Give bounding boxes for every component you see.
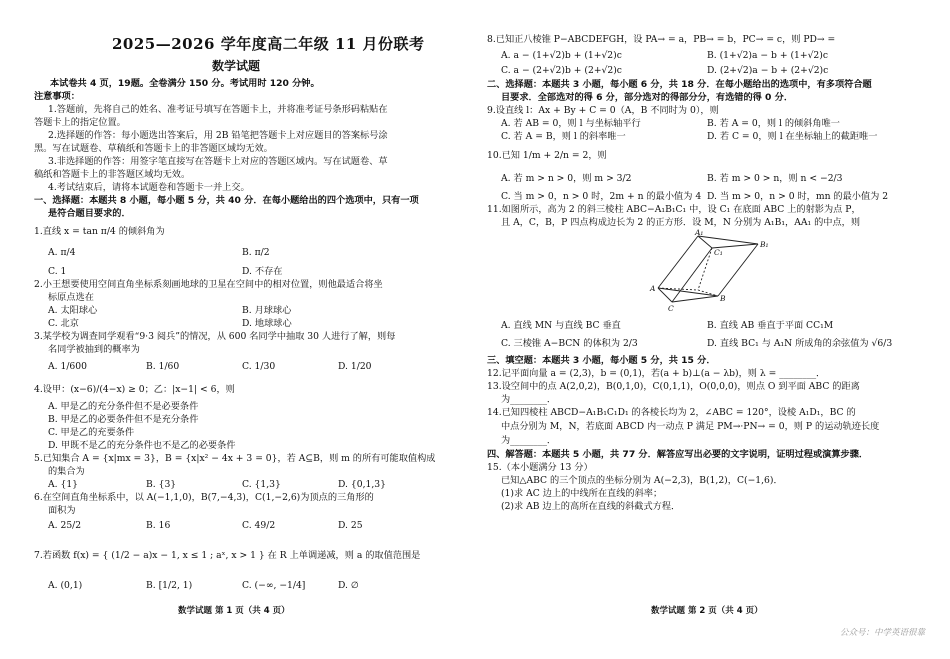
q14-stem: 14.已知四棱柱 ABCD−A₁B₁C₁D₁ 的各棱长均为 2，∠ABC = 120°，设棱 A₁D₁，BC 的 [487,407,856,418]
q1-stem: 1.直线 x = tan π/4 的倾斜角为 [34,226,165,237]
label-B1: B₁ [760,240,769,249]
q4-stem: 4.设甲：(x−6)/(4−x) ≥ 0；乙：|x−1| < 6，则 [34,384,235,395]
q10-stem: 10.已知 1/m + 2/n = 2，则 [487,150,607,161]
q15-part1: (1)求 AC 边上的中线所在直线的斜率； [501,488,663,499]
notice-line: 稿纸和答题卡上的非答题区域均无效。 [34,169,191,180]
label-C1: C₁ [714,248,723,257]
q7-option-c: C. (−∞, −1/4] [242,580,306,591]
q1-option-d: D. 不存在 [242,266,283,277]
q7-option-a: A. (0,1) [48,580,83,591]
watermark: 公众号：中学英语很靠 [840,628,926,638]
q2-option-c: C. 北京 [48,318,79,329]
q6-option-b: B. 16 [146,520,171,531]
section3-title: 三、填空题：本题共 3 小题，每小题 5 分，共 15 分． [487,355,716,366]
q3-option-a: A. 1/600 [48,361,87,372]
notice-line: 黑。写在试题卷、草稿纸和答题卡上的非答题区域均无效。 [34,143,273,154]
q10-option-c: C. 当 m > 0，n > 0 时，2m + n 的最小值为 4 [501,191,702,202]
section1-title-cont: 是符合题目要求的． [48,208,131,219]
q4-option-d: D. 甲既不是乙的充分条件也不是乙的必要条件 [48,440,236,451]
edge-AA1 [658,236,698,288]
edge-AB [658,288,718,296]
q2-stem-cont: 标原点选在 [48,292,94,303]
section1-title: 一、选择题：本题共 8 小题，每小题 5 分，共 40 分．在每小题给出的四个选项中，只有一项 [34,195,419,206]
q4-option-b: B. 甲是乙的必要条件但不是充分条件 [48,414,199,425]
edge-A1B1 [698,236,758,244]
notice-line: 答题卡上的指定位置。 [34,117,126,128]
notice-title: 注意事项： [34,91,80,102]
page-footer-left: 数学试题 第 1 页（共 4 页） [178,606,290,616]
q1-option-b: B. π/2 [242,247,270,258]
page-footer-right: 数学试题 第 2 页（共 4 页） [651,606,763,616]
q14-stem-cont: 中点分别为 M，N，若底面 ABCD 内一动点 P 满足 PM→·PN→ = 0，则 P 的运动轨迹长度 [501,421,880,432]
q9-option-a: A. 若 AB = 0，则 l 与坐标轴平行 [501,118,641,129]
label-B: B [720,294,726,303]
q6-option-a: A. 25/2 [48,520,82,531]
label-A: A [650,284,656,293]
q1-option-a: A. π/4 [48,247,76,258]
q3-option-d: D. 1/20 [338,361,372,372]
q3-stem: 3.某学校为调查同学观看“9·3 阅兵”的情况，从 600 名同学中抽取 30 人进行了解，则每 [34,331,396,342]
q10-option-a: A. 若 m > n > 0，则 m > 3/2 [501,173,632,184]
q11-option-b: B. 直线 AB 垂直于平面 CC₁M [707,320,834,331]
q5-option-a: A. {1} [48,479,79,490]
exam-title: 2025—2026 学年度高二年级 11 月份联考 [112,35,425,53]
edge-AC [658,288,672,302]
notice-line: 3.非选择题的作答：用签字笔直接写在答题卡上对应的答题区域内。写在试题卷、草 [48,156,388,167]
q14-stem-cont2: 为________． [501,435,557,446]
label-A1: A₁ [695,228,704,237]
q11-stem: 11.如图所示，高为 2 的斜三棱柱 ABC−A₁B₁C₁ 中，设 C₁ 在底面 ABC 上的射影为点 P， [487,204,861,215]
q5-option-c: C. {1,3} [242,479,281,490]
q13-stem-cont: 为________． [501,394,557,405]
q9-option-b: B. 若 A = 0，则 l 的倾斜角唯一 [707,118,840,129]
q8-option-d: D. (2+√2)a − b + (2+√2)c [707,65,829,76]
q9-option-c: C. 若 A = B，则 l 的斜率唯一 [501,131,626,142]
q11-option-c: C. 三棱锥 A−BCN 的体积为 2/3 [501,338,638,349]
notice-line: 1.答题前，先将自己的姓名、准考证号填写在答题卡上，并将准考证号条形码粘贴在 [48,104,388,115]
q6-stem-cont: 面积为 [48,505,76,516]
label-C: C [668,304,674,313]
edge-C1P [698,248,712,290]
q12-stem: 12.记平面向量 a = (2,3)，b = (0,1)，若(a + b)⊥(a − λb)，则 λ = ________． [487,368,826,379]
q5-option-d: D. {0,1,3} [338,479,386,490]
q1-option-c: C. 1 [48,266,67,277]
q13-stem: 13.设空间中的点 A(2,0,2)，B(0,1,0)，C(0,1,1)，O(0,0,0)，则点 O 到平面 ABC 的距离 [487,381,860,392]
q7-option-d: D. ∅ [338,580,359,591]
q7-option-b: B. [1/2, 1) [146,580,193,591]
q2-option-b: B. 月球球心 [242,305,292,316]
q5-option-b: B. {3} [146,479,177,490]
q2-stem: 2.小王想要使用空间直角坐标系刻画地球的卫星在空间中的相对位置，则他最适合将坐 [34,279,383,290]
subject-title: 数学试题 [212,59,261,73]
notice-line: 4.考试结束后，请将本试题卷和答题卡一并上交。 [48,182,250,193]
q3-option-c: C. 1/30 [242,361,276,372]
q8-option-a: A. a − (1+√2)b + (1+√2)c [501,50,622,61]
q6-option-c: C. 49/2 [242,520,276,531]
notice-line: 2.选择题的作答：每小题选出答案后，用 2B 铅笔把答题卡上对应题目的答案标号涂 [48,130,388,141]
q10-option-d: D. 当 m > 0，n > 0 时，mn 的最小值为 2 [707,191,889,202]
edge-CC1 [672,248,712,302]
q5-stem-cont: 的集合为 [48,466,85,477]
q4-option-c: C. 甲是乙的充要条件 [48,427,135,438]
q3-option-b: B. 1/60 [146,361,180,372]
q8-option-b: B. (1+√2)a − b + (1+√2)c [707,50,828,61]
q15-head: 15.（本小题满分 13 分） [487,462,593,473]
q11-option-a: A. 直线 MN 与直线 BC 垂直 [501,320,621,331]
q9-option-d: D. 若 C = 0，则 l 在坐标轴上的截距唯一 [707,131,878,142]
q8-option-c: C. a − (2+√2)b + (2+√2)c [501,65,622,76]
q7-stem: 7.若函数 f(x) = { (1/2 − a)x − 1, x ≤ 1 ; aˣ, x > 1 } 在 R 上单调递减，则 a 的取值范围是 [34,550,421,561]
q15-stem: 已知△ABC 的三个顶点的坐标分别为 A(−2,3)，B(1,2)，C(−1,6)． [501,475,783,486]
section2-title: 二、选择题：本题共 3 小题，每小题 6 分，共 18 分．在每小题给出的选项中，有多项符合题 [487,79,872,90]
q6-stem: 6.在空间直角坐标系中，以 A(−1,1,0)，B(7,−4,3)，C(1,−2,6)为顶点的三角形的 [34,492,374,503]
exam-info: 本试卷共 4 页，19题。全卷满分 150 分。考试用时 120 分钟。 [50,78,320,89]
q5-stem: 5.已知集合 A = {x|mx = 3}，B = {x|x² − 4x + 3 = 0}，若 A⊆B，则 m 的所有可能取值构成 [34,453,436,464]
q11-stem-cont: 且 A，C，B，P 四点构成边长为 2 的正方形．设 M，N 分别为 A₁B₁，AA₁ 的中点，则 [501,217,861,228]
q11-option-d: D. 直线 BC₁ 与 A₁N 所成角的余弦值为 √6/3 [707,338,893,349]
q10-option-b: B. 若 m > 0 > n，则 n < −2/3 [707,173,843,184]
section4-title: 四、解答题：本题共 5 小题，共 77 分．解答应写出必要的文字说明，证明过程或演算步骤． [487,449,869,460]
q8-stem: 8.已知正八棱锥 P−ABCDEFGH，设 PA→ = a，PB→ = b，PC→ = c，则 PD→ = [487,34,836,45]
q6-option-d: D. 25 [338,520,363,531]
q15-part2: (2)求 AB 边上的高所在直线的斜截式方程． [501,501,681,512]
q4-option-a: A. 甲是乙的充分条件但不是必要条件 [48,401,199,412]
q2-option-a: A. 太阳球心 [48,305,98,316]
q9-stem: 9.设直线 l：Ax + By + C = 0（A，B 不同时为 0），则 [487,105,719,116]
q2-option-d: D. 地球球心 [242,318,292,329]
q3-stem-cont: 名同学被抽到的概率为 [48,344,140,355]
edge-CB [672,296,718,302]
edge-BB1 [718,244,758,296]
section2-title-cont: 目要求．全部选对的得 6 分，部分选对的得部分分，有选错的得 0 分． [501,92,794,103]
prism-figure [640,228,790,316]
